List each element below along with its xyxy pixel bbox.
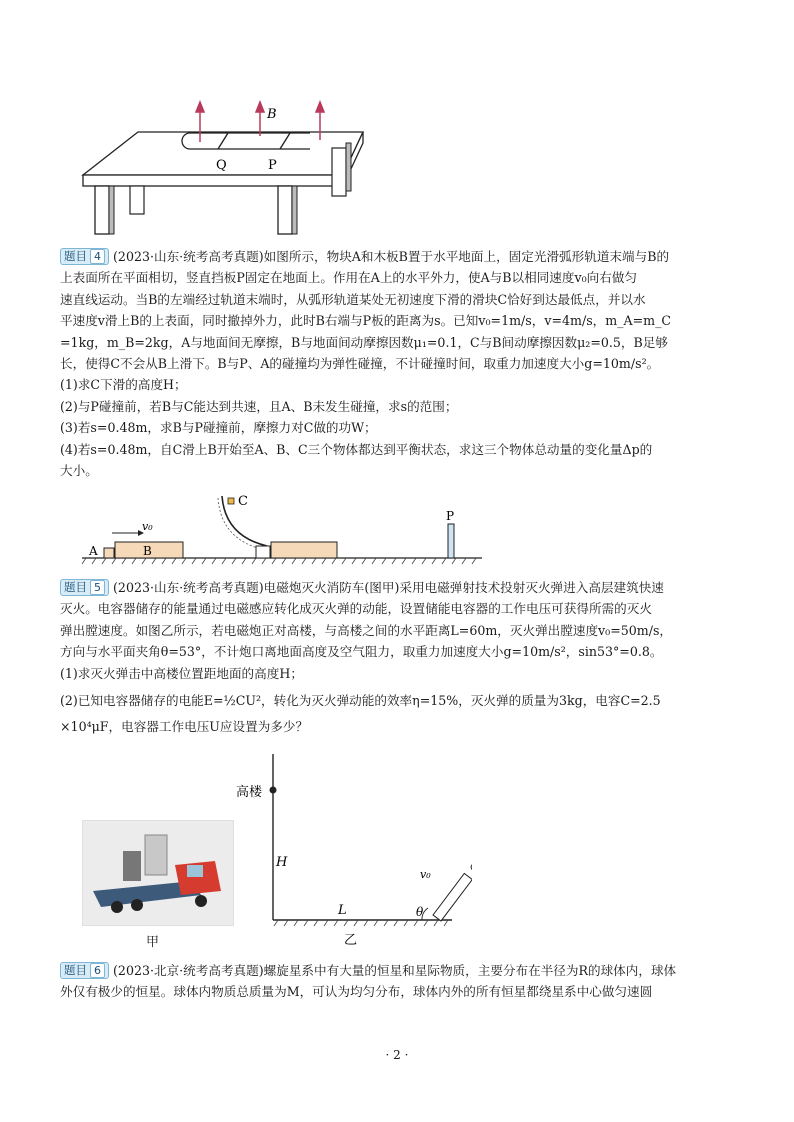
velocity-label-v0-q5: v₀ bbox=[420, 868, 431, 881]
field-label-b: B bbox=[267, 107, 277, 122]
question-5-stem: 题目 5 (2023·山东·统考高考真题)电磁炮灭火消防车(图甲)采用电磁弹射技术投射灭火弹进入高层建筑快速 灭火。电容器储存的能量通过电磁感应转化成灭火弹的动能，设置储能电容器的工作电压可获得所需的灭火 弹出膛速度。如图乙所示，若电磁炮正对高楼，与高楼之间的水平距离L=60m，灭火弹出膛速度v₀=50m/s， 方向与水平面夹角θ=53°，不计炮口离地面高度及空气阻力，取重力加速度大小g=10m/s²，sin53°=0.8。 (1)求灭火弹击中高楼位置距地面的高度H； bbox=[60, 577, 736, 684]
figure-table-magnetic-field bbox=[78, 96, 368, 238]
caption-yi: 乙 bbox=[344, 933, 358, 948]
board-label-b: B bbox=[143, 544, 152, 558]
question-6-stem: 题目 6 (2023·北京·统考高考真题)螺旋星系中有大量的恒星和星际物质，主要分布在半径为R的球体内，球体 外仅有极少的恒星。球体内物质总质量为M，可认为均匀分布，球体内外的所有恒星都绕星系中心做匀速圆 bbox=[60, 963, 677, 1000]
figure-q4-blocks-track bbox=[82, 488, 482, 568]
question-4-part-4: (4)若s=0.48m，自C滑上B开始至A、B、C三个物体都达到平衡状态，求这三个物体总动量的变化量Δp的 bbox=[60, 441, 653, 457]
question-4-part-3: (3)若s=0.48m，求B与P碰撞前，摩擦力对C做的功W； bbox=[60, 420, 377, 436]
question-6-tag: 题目 6 bbox=[60, 962, 109, 979]
question-4-tag: 题目 4 bbox=[60, 248, 109, 265]
question-5-part-2: (2)已知电容器储存的电能E=½CU²，转化为灭火弹动能的效率η=15%，灭火弹的质量为3kg，电容C=2.5 bbox=[60, 693, 661, 708]
fire-truck-image bbox=[83, 821, 233, 925]
wall-label-p: P bbox=[446, 509, 455, 523]
height-label-h: H bbox=[276, 855, 288, 870]
question-4-stem: 题目 4 (2023·山东·统考高考真题)如图所示，物块A和木板B置于水平地面上，固定光滑弧形轨道末端与B的 上表面所在平面相切，竖直挡板P固定在地面上。作用在A上的水平外力，使A与B以相同速度v₀向右做匀 速直线运动。当B的左端经过轨道末端时，从弧形轨道某处无初速度下滑的滑块C恰好到达最低点，并以水 平速度v滑上B的上表面，同时撤掉外力，此时B右端与P板的距离为s。已知v₀=1m/s，v=4m/s，m_A=m_C =1kg，m_B=2kg，A与地面间无摩擦，B与地面间动摩擦因数μ₁=0.1，C与B间动摩擦因数μ₂=0.5，B足够 长，使得C不会从B上滑下。B与P、A的碰撞均为弹性碰撞，不计碰撞时间，取重力加速度大小g=10m/s²。 (1)求C下滑的高度H； (2)与P碰撞前，若B与C能达到共速，且A、B未发生碰撞，求s的范围； (3)若s=0.48m，求B与P碰撞前，摩擦力对C做的功W； (4)若s=0.48m，自C滑上B开始至A、B、C三个物体都达到平衡状态，求这三个物体总动量的变化量Δp的 大小。 bbox=[60, 246, 736, 481]
caption-jia: 甲 bbox=[146, 935, 160, 950]
page-number: · 2 · bbox=[385, 1048, 409, 1062]
question-4-part-2: (2)与P碰撞前，若B与C能达到共速，且A、B未发生碰撞，求s的范围； bbox=[60, 398, 458, 414]
block-label-a: A bbox=[89, 544, 98, 558]
fire-truck-photo bbox=[82, 820, 234, 926]
distance-label-l: L bbox=[338, 903, 347, 918]
question-4-part-1: (1)求C下滑的高度H； bbox=[60, 377, 187, 393]
slider-label-c: C bbox=[238, 494, 248, 509]
building-label: 高楼 bbox=[236, 785, 263, 800]
velocity-label-v0: v₀ bbox=[142, 520, 153, 533]
question-5-part-2-cont: ×10⁴μF，电容器工作电压U应设置为多少？ bbox=[60, 719, 309, 734]
question-5-part-1: (1)求灭火弹击中高楼位置距地面的高度H； bbox=[60, 665, 303, 681]
rod-label-q: Q bbox=[216, 158, 227, 173]
rod-label-p: P bbox=[268, 158, 277, 173]
question-5-tag: 题目 5 bbox=[60, 579, 109, 596]
figure-q5-projectile bbox=[232, 748, 472, 948]
angle-label-theta: θ bbox=[416, 905, 424, 919]
